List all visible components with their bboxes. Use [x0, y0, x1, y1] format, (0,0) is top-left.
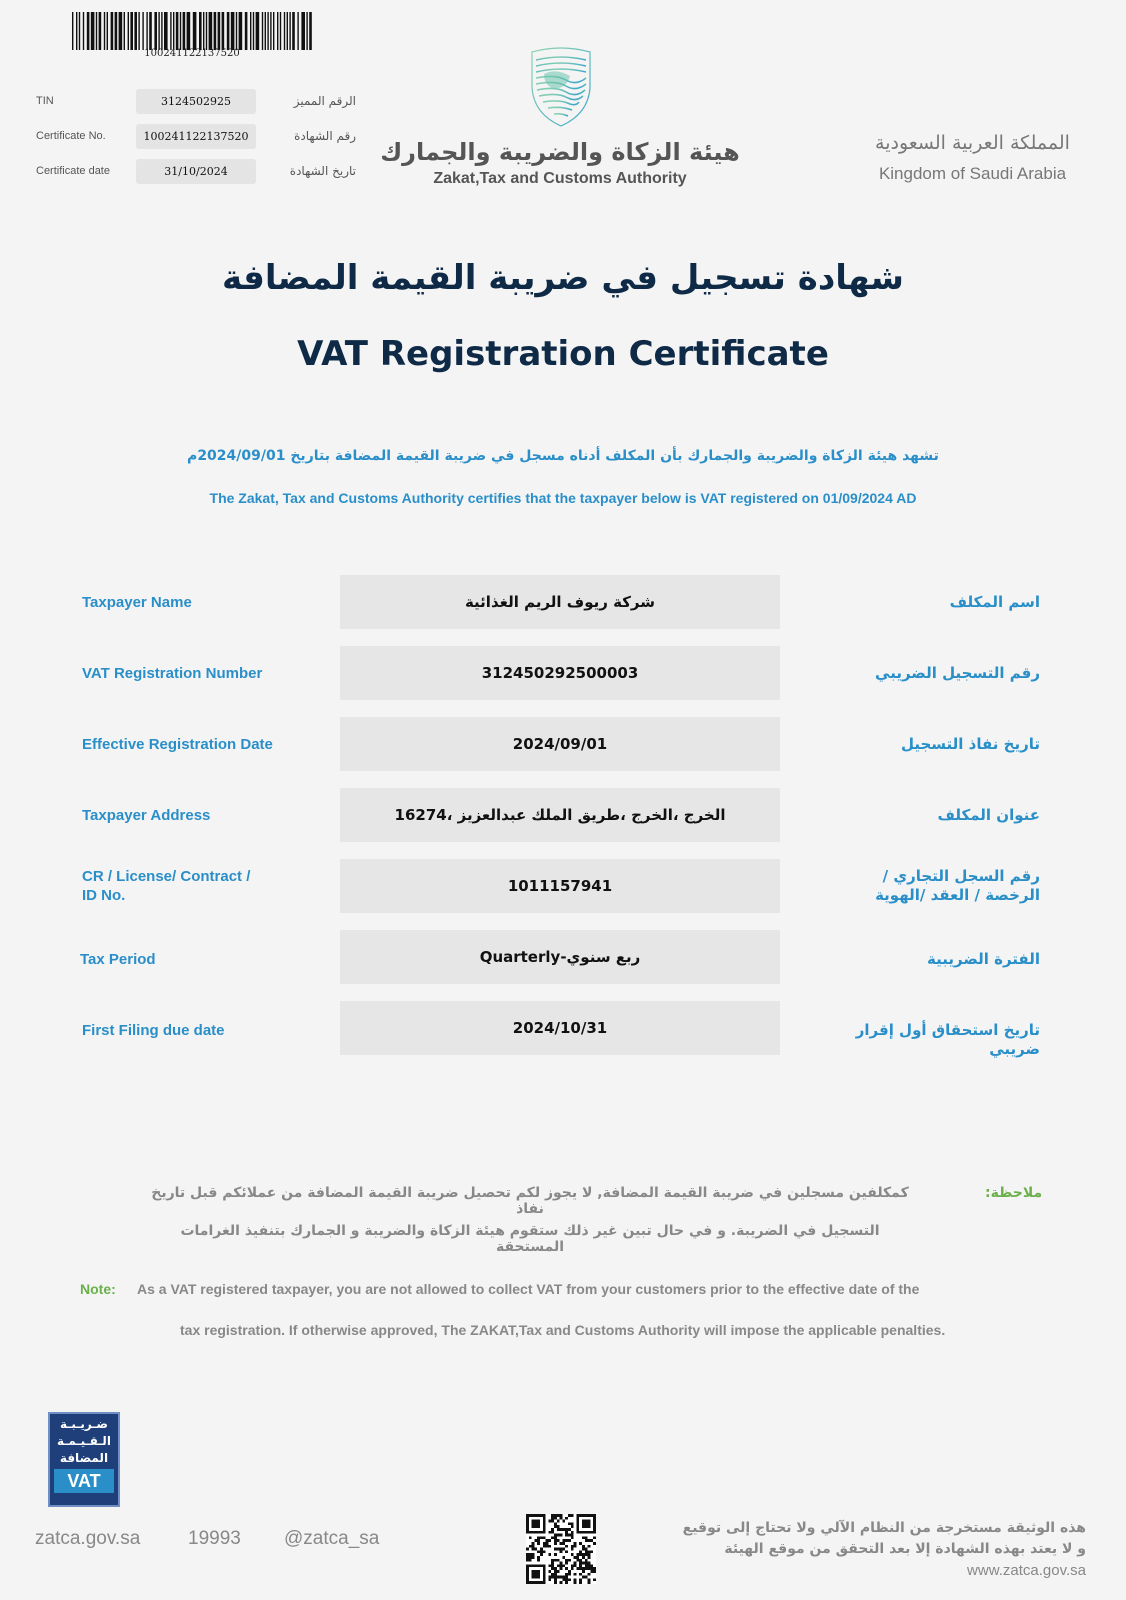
- vat-number-label-en: VAT Registration Number: [82, 665, 263, 682]
- taxpayer-address-value: الخرج ،الخرج ،طريق الملك عبدالعزيز ،16274: [340, 788, 780, 842]
- taxpayer-address-label-en: Taxpayer Address: [82, 807, 211, 824]
- taxpayer-name-value: شركة ريوف الريم الغذائية: [340, 575, 780, 629]
- certificate-no-label-en: Certificate No.: [36, 130, 106, 142]
- first-filing-label-ar: تاريخ استحقاق أول إقرار ضريبي: [855, 1021, 1040, 1058]
- certificate-date-row: [36, 159, 356, 185]
- vat-number-label-ar: رقم التسجيل الضريبي: [875, 664, 1040, 682]
- certificate-date-value: 31/10/2024: [136, 159, 256, 184]
- cr-license-value: 1011157941: [340, 859, 780, 913]
- first-filing-label-en: First Filing due date: [82, 1022, 225, 1039]
- certification-text-ar: تشهد هيئة الزكاة والضريبة والجمارك بأن المكلف أدناه مسجل في ضريبة القيمة المضافة بتاريخ 2024/09/01م: [187, 448, 939, 464]
- tin-label-ar: الرقم المميز: [293, 94, 356, 108]
- certificate-no-row: [36, 124, 356, 150]
- vat-logo: [48, 1412, 120, 1507]
- effective-date-label-ar: تاريخ نفاذ التسجيل: [900, 735, 1040, 753]
- effective-date-label-en: Effective Registration Date: [82, 736, 273, 753]
- taxpayer-name-label-en: Taxpayer Name: [82, 594, 192, 611]
- disclaimer-url: www.zatca.gov.sa: [967, 1562, 1086, 1579]
- vat-number-value: 312450292500003: [340, 646, 780, 700]
- social-handle-text: @zatca_sa: [284, 1528, 380, 1549]
- zatca-emblem-icon: [526, 44, 596, 128]
- page-title-en: VAT Registration Certificate: [297, 334, 829, 374]
- vat-logo-line1: ضـريـبـة: [59, 1417, 109, 1431]
- taxpayer-name-label-ar: اسم المكلف: [949, 593, 1040, 611]
- note-text-en-line2: tax registration. If otherwise approved, The ZAKAT,Tax and Customs Authority will impose the applicable penalties.: [180, 1322, 946, 1338]
- tin-label-en: TIN: [36, 95, 54, 107]
- note-label-ar: ملاحظة:: [985, 1185, 1043, 1201]
- tax-period-label-en: Tax Period: [80, 951, 156, 968]
- certification-text-en: The Zakat, Tax and Customs Authority certifies that the taxpayer below is VAT registered on 01/09/2024 AD: [209, 490, 917, 506]
- certificate-date-label-en: Certificate date: [36, 165, 110, 177]
- vat-logo-en: VAT: [54, 1469, 114, 1493]
- disclaimer-line1: هذه الوثيقة مستخرجة من النظام الآلي ولا تحتاج إلى توقيع: [682, 1520, 1086, 1536]
- barcode-number: 100241122137520: [144, 48, 240, 59]
- tin-row: [36, 89, 356, 115]
- disclaimer-line2: و لا يعتد بهذه الشهادة إلا بعد التحقق من موقع الهيئة: [724, 1541, 1086, 1557]
- certificate-no-value: 100241122137520: [136, 124, 256, 149]
- website-text: zatca.gov.sa: [35, 1528, 141, 1549]
- page-title-ar: شهادة تسجيل في ضريبة القيمة المضافة: [222, 258, 904, 298]
- kingdom-name-ar: المملكة العربية السعودية: [875, 132, 1070, 154]
- tax-period-value: ربع سنوي-Quarterly: [340, 930, 780, 984]
- note-text-ar-line2: التسجيل في الضريبة. و في حال تبين غير ذلك ستقوم هيئة الزكاة والضريبة و الجمارك بتنفيذ الغرامات المستحقة: [180, 1223, 880, 1255]
- barcode-icon: [72, 12, 312, 50]
- tax-period-label-ar: الفترة الضريبية: [927, 950, 1040, 968]
- note-text-ar-line1: كمكلفين مسجلين في ضريبة القيمة المضافة, لا يجوز لكم تحصيل ضريبة القيمة المضافة من عملائكم قبل تاريخ نفاذ: [151, 1185, 909, 1217]
- certificate-date-label-ar: تاريخ الشهادة: [289, 164, 356, 178]
- note-label-en: Note:: [80, 1281, 116, 1297]
- cr-license-label-ar: رقم السجل التجاري / الرخصة / العقد /الهوية: [875, 867, 1040, 904]
- taxpayer-address-label-ar: عنوان المكلف: [937, 806, 1040, 824]
- kingdom-name-en: Kingdom of Saudi Arabia: [878, 164, 1067, 183]
- vat-logo-line2: الـقـيـمـة: [57, 1434, 111, 1448]
- org-name-en: Zakat,Tax and Customs Authority: [433, 170, 687, 187]
- tin-value: 3124502925: [136, 89, 256, 114]
- certificate-no-label-ar: رقم الشهادة: [294, 129, 356, 143]
- first-filing-value: 2024/10/31: [340, 1001, 780, 1055]
- note-text-en-line1: As a VAT registered taxpayer, you are not allowed to collect VAT from your customers prior to the effective date of the: [137, 1281, 920, 1297]
- vat-logo-line3: المضافة: [59, 1451, 109, 1465]
- qr-code-icon: [526, 1514, 596, 1584]
- effective-date-value: 2024/09/01: [340, 717, 780, 771]
- phone-text: 19993: [188, 1528, 241, 1549]
- org-name-ar: هيئة الزكاة والضريبة والجمارك: [380, 138, 740, 166]
- cr-license-label-en: CR / License/ Contract / ID No.: [82, 868, 251, 904]
